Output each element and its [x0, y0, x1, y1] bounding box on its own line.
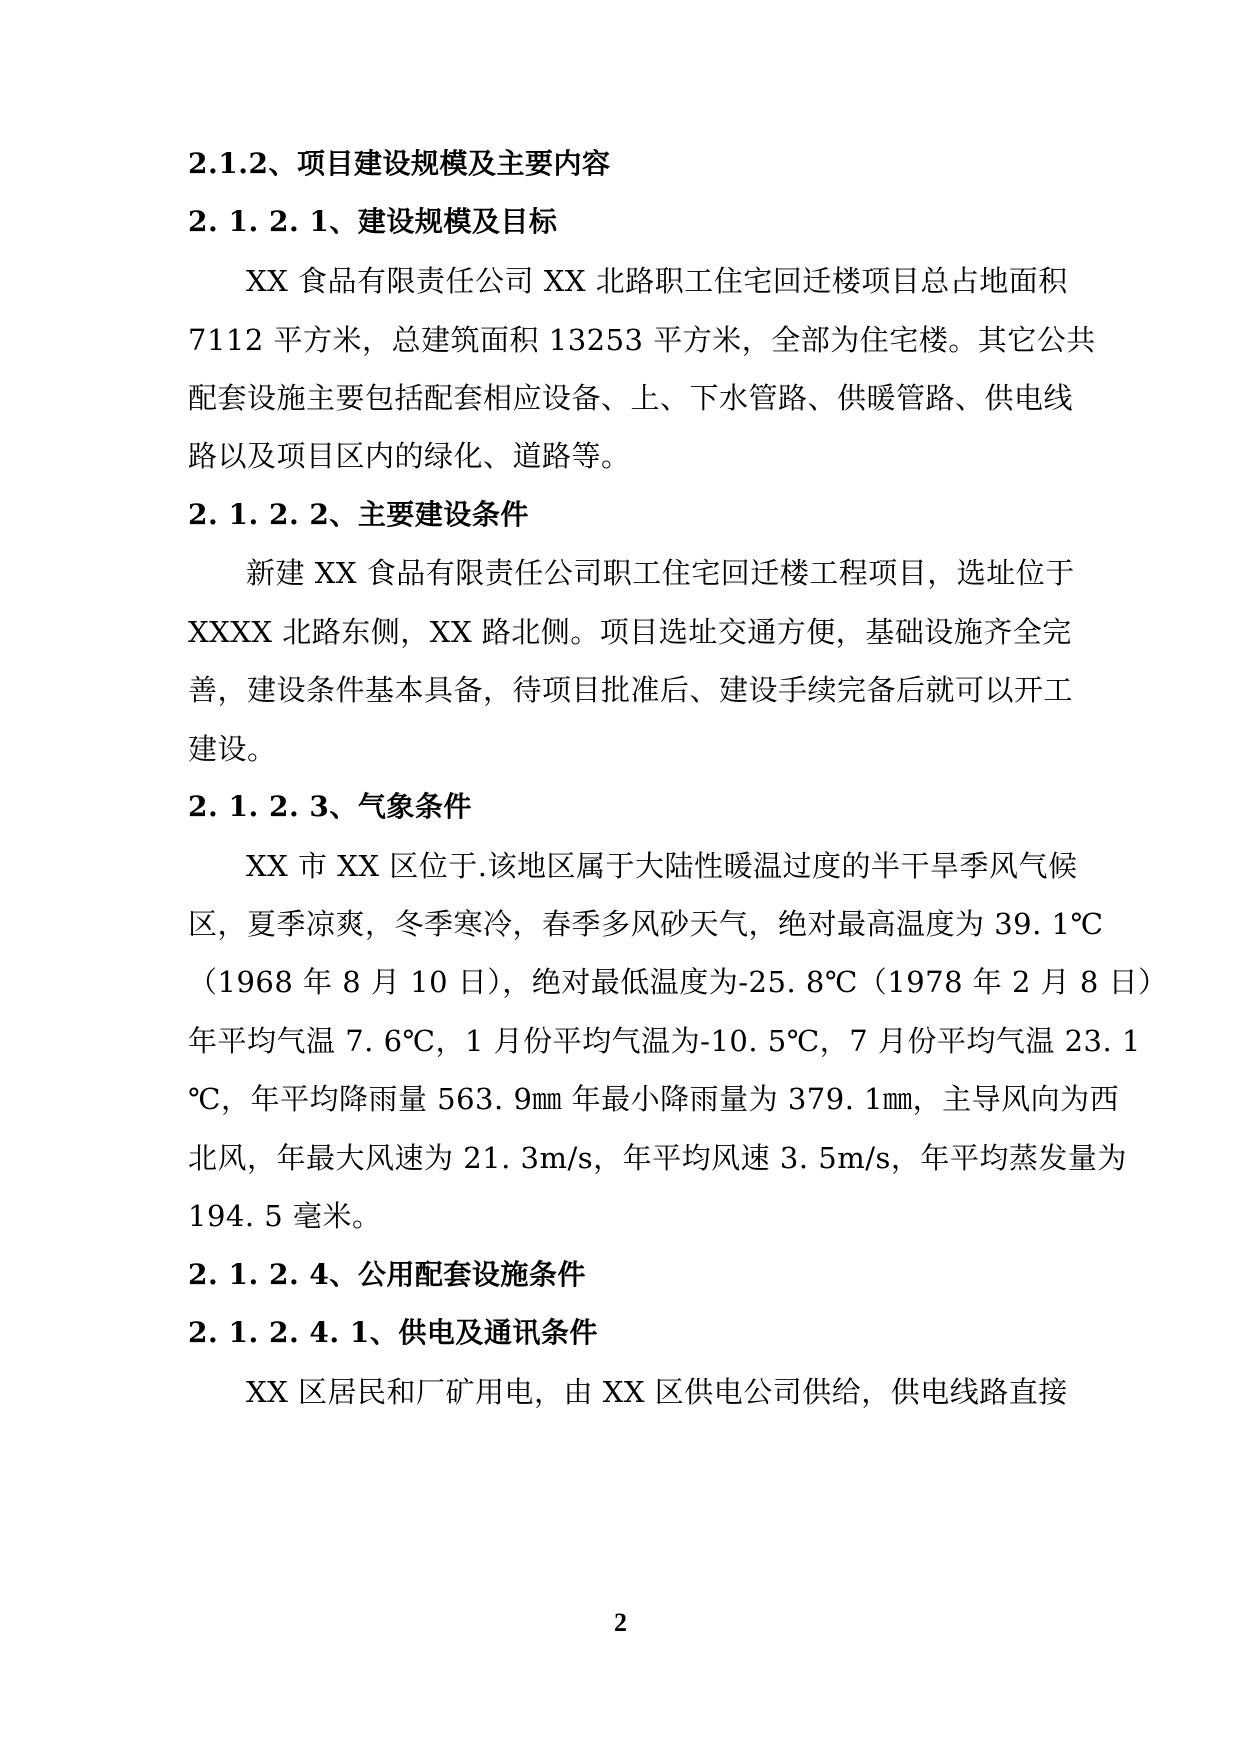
climate-paragraph-line: （1968 年 8 月 10 日），绝对最低温度为-25. 8℃（1978 年 2 月 8 日） — [188, 965, 1168, 999]
power-paragraph-line: XX 区居民和厂矿用电，由 XX 区供电公司供给，供电线路直接 — [246, 1375, 1068, 1409]
page-number: 2 — [614, 1608, 627, 1637]
climate-paragraph-line: 194. 5 毫米。 — [188, 1199, 382, 1233]
conditions-paragraph-line: XXXX 北路东侧，XX 路北侧。项目选址交通方便，基础设施齐全完 — [188, 615, 1072, 649]
climate-paragraph-line: XX 市 XX 区位于.该地区属于大陆性暖温过度的半干旱季风气候 — [246, 849, 1078, 883]
heading-2-1-2-4-1: 2. 1. 2. 4. 1、供电及通讯条件 — [188, 1316, 598, 1349]
climate-paragraph-line: 年平均气温 7. 6℃，1 月份平均气温为-10. 5℃，7 月份平均气温 23. 1 — [188, 1024, 1141, 1058]
climate-paragraph-line: 区，夏季凉爽，冬季寒冷，春季多风砂天气，绝对最高温度为 39. 1℃ — [188, 907, 1104, 941]
conditions-paragraph-line: 新建 XX 食品有限责任公司职工住宅回迁楼工程项目，选址位于 — [246, 556, 1075, 590]
scale-paragraph-line: XX 食品有限责任公司 XX 北路职工住宅回迁楼项目总占地面积 — [246, 264, 1068, 298]
scale-paragraph-line: 路以及项目区内的绿化、道路等。 — [188, 439, 631, 473]
climate-paragraph-line: 北风，年最大风速为 21. 3m/s，年平均风速 3. 5m/s，年平均蒸发量为 — [188, 1141, 1127, 1175]
conditions-paragraph-line: 善，建设条件基本具备，待项目批准后、建设手续完备后就可以开工 — [188, 673, 1074, 707]
heading-2-1-2: 2.1.2、项目建设规模及主要内容 — [188, 147, 611, 180]
scale-paragraph-line: 配套设施主要包括配套相应设备、上、下水管路、供暖管路、供电线 — [188, 381, 1074, 415]
heading-2-1-2-4: 2. 1. 2. 4、公用配套设施条件 — [188, 1258, 586, 1291]
heading-2-1-2-2: 2. 1. 2. 2、主要建设条件 — [188, 498, 529, 531]
scale-paragraph-line: 7112 平方米，总建筑面积 13253 平方米，全部为住宅楼。其它公共 — [188, 323, 1096, 357]
climate-paragraph-line: ℃，年平均降雨量 563. 9㎜ 年最小降雨量为 379. 1㎜，主导风向为西 — [188, 1082, 1120, 1116]
conditions-paragraph-line: 建设。 — [188, 732, 277, 766]
heading-2-1-2-1: 2. 1. 2. 1、建设规模及目标 — [188, 205, 558, 238]
heading-2-1-2-3: 2. 1. 2. 3、气象条件 — [188, 790, 472, 823]
